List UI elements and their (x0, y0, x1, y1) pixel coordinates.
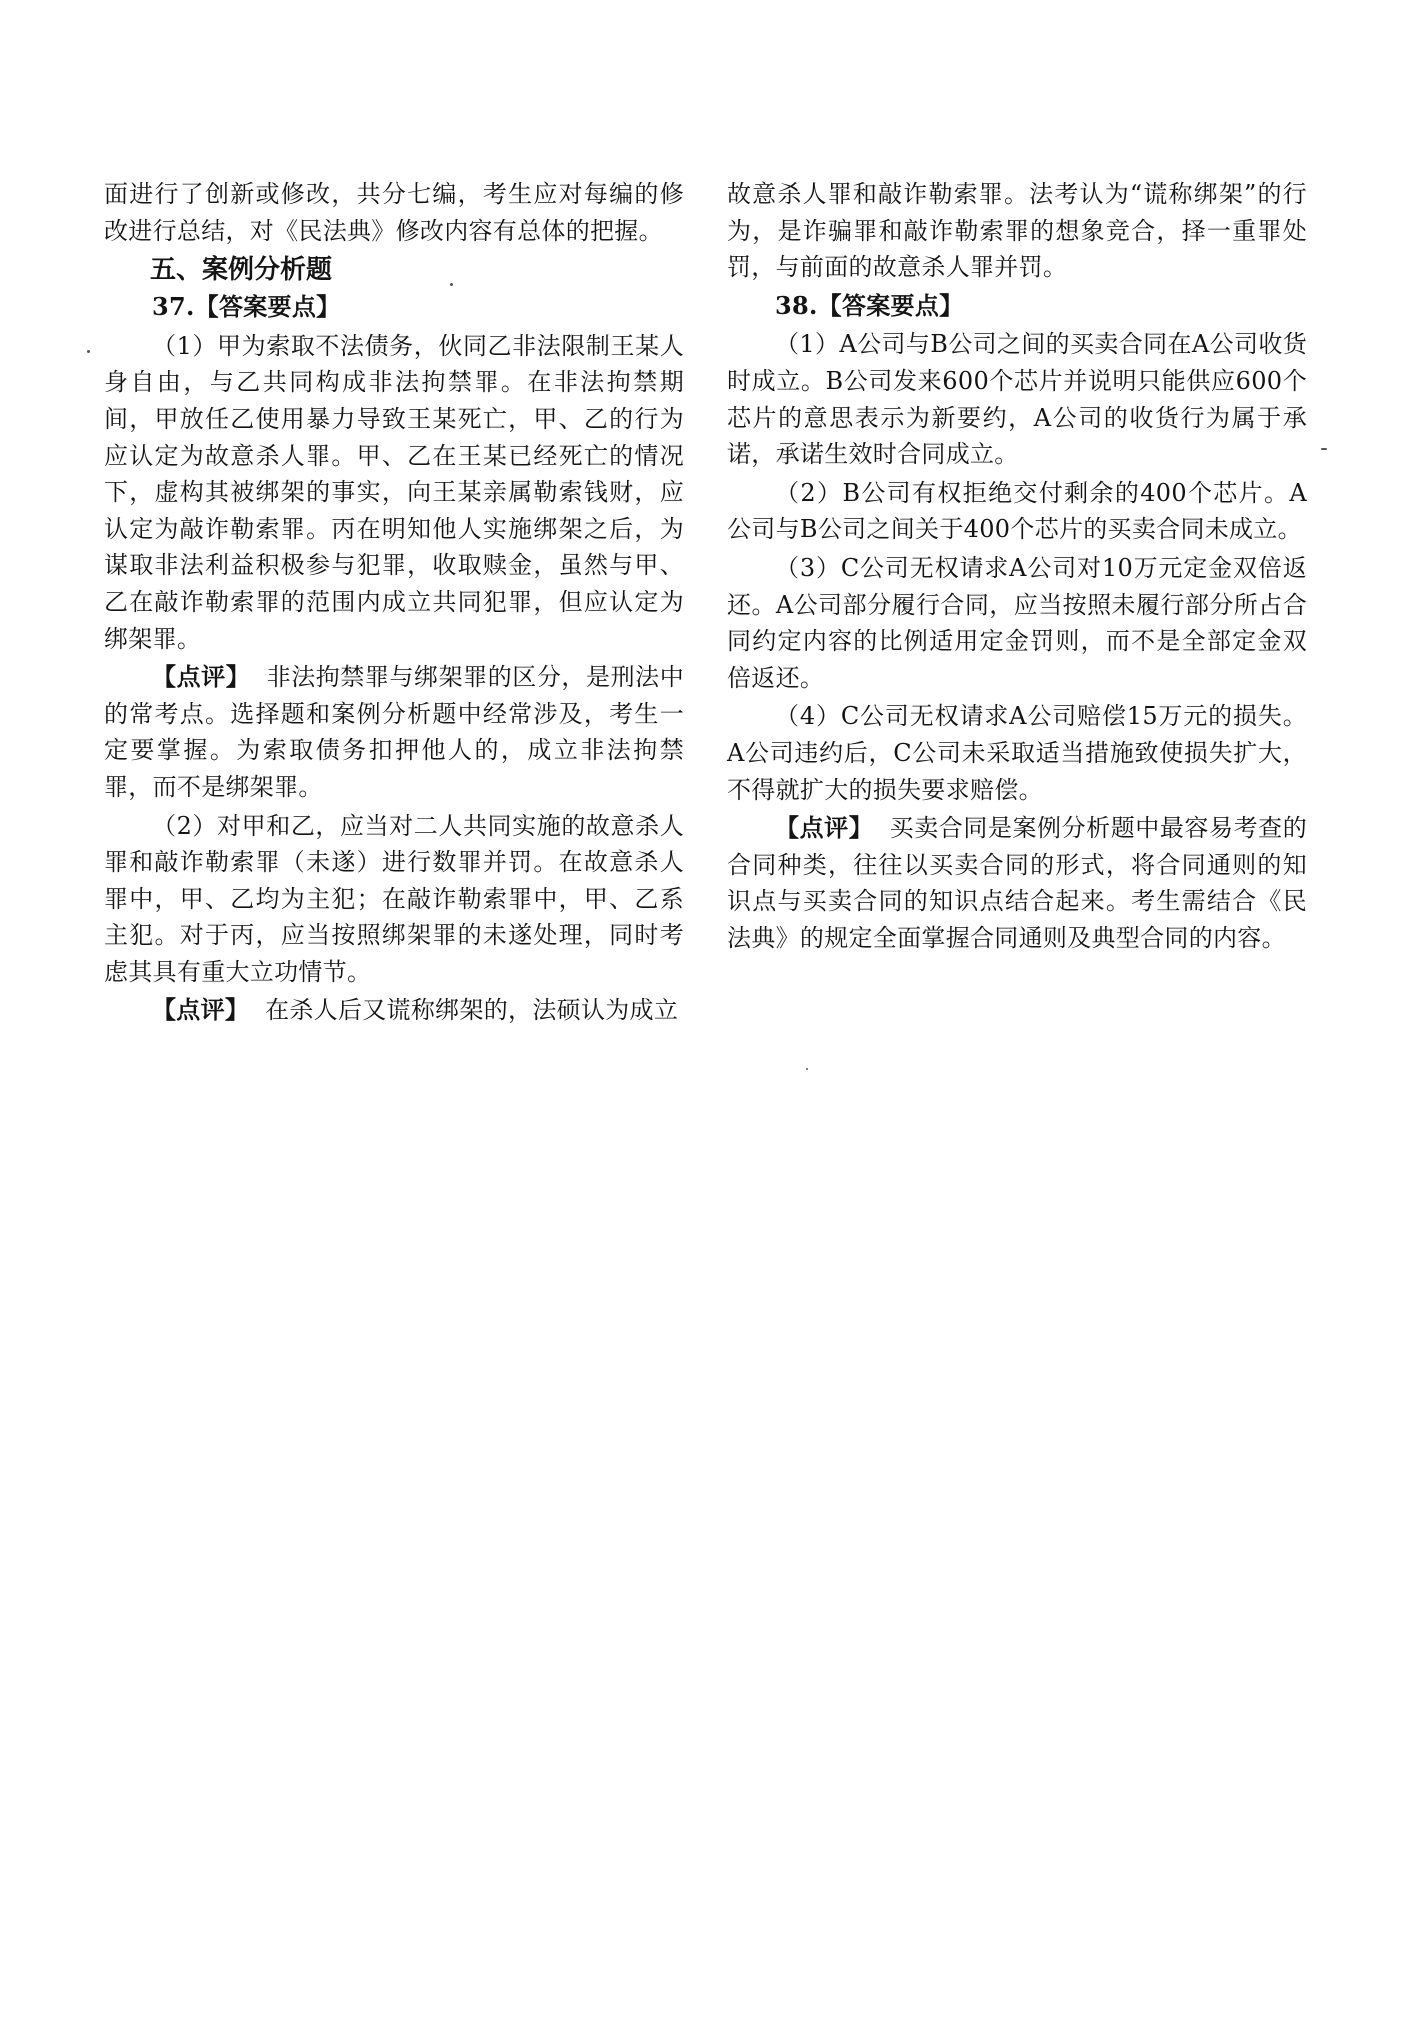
q38-answer-4: （4）C公司无权请求A公司赔偿15万元的损失。A公司违约后，C公司未采取适当措施致使损失扩大，不得就扩大的损失要求赔偿。 (727, 702, 1307, 804)
intro-paragraph: 面进行了创新或修改，共分七编，考生应对每编的修改进行总结，对《民法典》修改内容有总体的把握。 (104, 180, 684, 245)
left-column (104, 176, 684, 1031)
right-column (727, 176, 1307, 958)
remark-tag: 【点评】 (152, 663, 251, 692)
remark-text: 买卖合同是案例分析题中最容易考查的合同种类，往往以买卖合同的形式，将合同通则的知识点与买卖合同的知识点结合起来。考生需结合《民法典》的规定全面掌握合同通则及典型合同的内容。 (727, 814, 1307, 952)
q37-label: 37.【答案要点】 (152, 292, 341, 322)
q38-answer-2: （2）B公司有权拒绝交付剩余的400个芯片。A公司与B公司之间关于400个芯片的买卖合同未成立。 (727, 478, 1307, 544)
scan-speck (1321, 448, 1327, 450)
scan-speck (806, 1068, 808, 1070)
remark-text: 非法拘禁罪与绑架罪的区分，是刑法中的常考点。选择题和案例分析题中经常涉及，考生一定要掌握。为索取债务扣押他人的，成立非法拘禁罪，而不是绑架罪。 (104, 663, 684, 801)
scan-speck (450, 283, 453, 286)
q38-label: 38.【答案要点】 (775, 290, 964, 320)
section-heading: 五、案例分析题 (150, 255, 333, 286)
q37-answer-2: （2）对甲和乙，应当对二人共同实施的故意杀人罪和敲诈勒索罪（未遂）进行数罪并罚。在故意杀人罪中，甲、乙均为主犯；在敲诈勒索罪中，甲、乙系主犯。对于丙，应当按照绑架罪的未遂处理，同时考虑其具有重大立功情节。 (104, 811, 684, 986)
remark-3 (727, 810, 1307, 956)
q38-answer-3: （3）C公司无权请求A公司对10万元定金双倍返还。A公司部分履行合同，应当按照未履行部分所占合同约定内容的比例适用定金罚则，而不是全部定金双倍返还。 (727, 553, 1307, 692)
remark-text: 在杀人后又谎称绑架的，法硕认为成立 (265, 996, 679, 1025)
q38-answer-1: （1）A公司与B公司之间的买卖合同在A公司收货时成立。B公司发来600个芯片并说明只能供应600个芯片的意思表示为新要约，A公司的收货行为属于承诺，承诺生效时合同成立。 (727, 330, 1307, 469)
q37-answer-1: （1）甲为索取不法债务，伙同乙非法限制王某人身自由，与乙共同构成非法拘禁罪。在非法拘禁期间，甲放任乙使用暴力导致王某死亡，甲、乙的行为应认定为故意杀人罪。甲、乙在王某已经死亡的情况下，虚构其被绑架的事实，向王某亲属勒索钱财，应认定为敲诈勒索罪。丙在明知他人实施绑架之后，为谋取非法利益积极参与犯罪，收取赎金，虽然与甲、乙在敲诈勒索罪的范围内成立共同犯罪，但应认定为绑架罪。 (104, 331, 684, 653)
remark-tag: 【点评】 (775, 814, 874, 843)
scan-speck (87, 350, 90, 353)
remark-2 (104, 992, 684, 1029)
remark-1 (104, 659, 684, 805)
remark-tag: 【点评】 (152, 996, 250, 1025)
continuation-paragraph: 故意杀人罪和敲诈勒索罪。法考认为“谎称绑架”的行为，是诈骗罪和敲诈勒索罪的想象竞合，择一重罪处罚，与前面的故意杀人罪并罚。 (727, 180, 1307, 282)
